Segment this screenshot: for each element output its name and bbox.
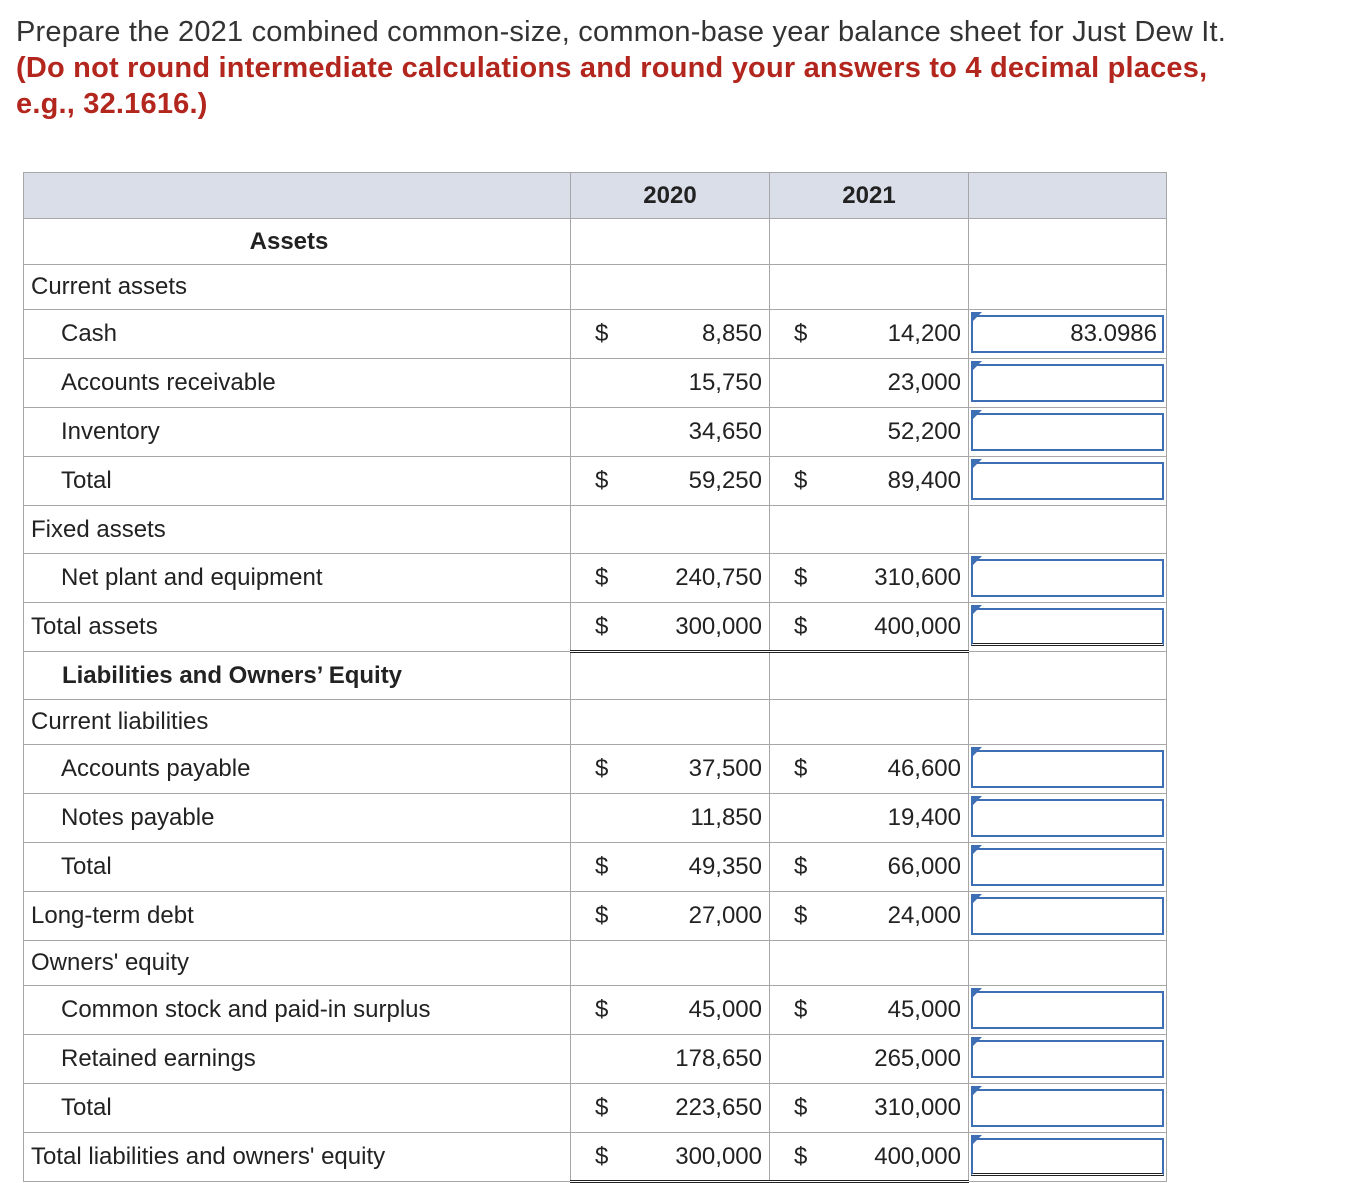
value-2020: 27,000 xyxy=(688,902,762,929)
section-current-assets: Current assets xyxy=(24,265,571,310)
dropdown-flag-icon xyxy=(971,361,982,372)
row-label: Common stock and paid-in surplus xyxy=(24,986,571,1035)
dollar-sign: $ xyxy=(794,320,808,347)
value-2021: 23,000 xyxy=(887,369,961,396)
question-prompt xyxy=(16,14,1266,122)
table-row xyxy=(24,892,1167,941)
section-row xyxy=(24,652,1167,700)
answer-input-common-stock[interactable] xyxy=(971,991,1164,1029)
value-2021: 19,400 xyxy=(887,804,961,831)
table-row xyxy=(24,745,1167,794)
dropdown-flag-icon xyxy=(971,845,982,856)
section-row xyxy=(24,941,1167,986)
dropdown-flag-icon xyxy=(971,1086,982,1097)
row-label: Notes payable xyxy=(24,794,571,843)
value-2020: 8,850 xyxy=(701,320,762,347)
dropdown-flag-icon xyxy=(971,459,982,470)
table-row xyxy=(24,794,1167,843)
table-row xyxy=(24,408,1167,457)
dropdown-flag-icon xyxy=(971,410,982,421)
value-2020: 240,750 xyxy=(675,564,762,591)
answer-input-inventory[interactable] xyxy=(971,413,1164,451)
dollar-sign: $ xyxy=(595,467,609,494)
prompt-instruction: (Do not round intermediate calculations and round your answers to 4 decimal places, e.g., 32.1616.) xyxy=(16,52,1208,120)
section-fixed-assets: Fixed assets xyxy=(24,506,571,554)
answer-input-net-plant[interactable] xyxy=(971,559,1164,597)
value-2020: 223,650 xyxy=(675,1094,762,1121)
value-2020: 11,850 xyxy=(690,804,762,831)
dollar-sign: $ xyxy=(794,612,808,640)
table-row xyxy=(24,554,1167,603)
dollar-sign: $ xyxy=(595,1094,609,1121)
row-label: Total assets xyxy=(24,603,571,652)
table-row xyxy=(24,1035,1167,1084)
value-2020: 300,000 xyxy=(675,612,762,640)
table-row xyxy=(24,359,1167,408)
dollar-sign: $ xyxy=(794,755,808,782)
value-2020: 45,000 xyxy=(688,996,762,1023)
answer-input-accounts-payable[interactable] xyxy=(971,750,1164,788)
row-label: Total xyxy=(24,843,571,892)
dollar-sign: $ xyxy=(595,1142,609,1170)
answer-input-retained-earnings[interactable] xyxy=(971,1040,1164,1078)
dollar-sign: $ xyxy=(794,1094,808,1121)
header-2020: 2020 xyxy=(571,173,770,219)
table-row xyxy=(24,843,1167,892)
value-2021: 400,000 xyxy=(874,612,961,640)
table-row xyxy=(24,310,1167,359)
answer-input-long-term-debt[interactable] xyxy=(971,897,1164,935)
dollar-sign: $ xyxy=(794,467,808,494)
header-2021: 2021 xyxy=(770,173,969,219)
table-row xyxy=(24,603,1167,652)
value-2020: 300,000 xyxy=(675,1142,762,1170)
row-label: Long-term debt xyxy=(24,892,571,941)
row-label: Inventory xyxy=(24,408,571,457)
section-assets: Assets xyxy=(24,219,571,265)
value-2021: 310,000 xyxy=(874,1094,961,1121)
table-row xyxy=(24,1084,1167,1133)
section-current-liabilities: Current liabilities xyxy=(24,700,571,745)
answer-input-notes-payable[interactable] xyxy=(971,799,1164,837)
dropdown-flag-icon xyxy=(971,796,982,807)
table-row xyxy=(24,457,1167,506)
section-row xyxy=(24,219,1167,265)
section-row xyxy=(24,506,1167,554)
balance-sheet-table xyxy=(23,172,1167,1183)
row-label: Cash xyxy=(24,310,571,359)
row-label: Total liabilities and owners' equity xyxy=(24,1133,571,1182)
value-2020: 49,350 xyxy=(688,853,762,880)
value-2021: 89,400 xyxy=(887,467,961,494)
row-label: Accounts payable xyxy=(24,745,571,794)
value-2020: 37,500 xyxy=(688,755,762,782)
dropdown-flag-icon xyxy=(971,894,982,905)
answer-input-cash[interactable]: 83.0986 xyxy=(971,315,1164,353)
section-row xyxy=(24,700,1167,745)
dollar-sign: $ xyxy=(794,853,808,880)
value-2021: 46,600 xyxy=(887,755,961,782)
value-2021: 52,200 xyxy=(887,418,961,445)
dollar-sign: $ xyxy=(595,755,609,782)
dollar-sign: $ xyxy=(794,1142,808,1170)
section-liabilities-equity: Liabilities and Owners’ Equity xyxy=(24,652,571,700)
dollar-sign: $ xyxy=(595,996,609,1023)
table-row xyxy=(24,986,1167,1035)
value-2020: 34,650 xyxy=(688,418,762,445)
answer-input-accounts-receivable[interactable] xyxy=(971,364,1164,402)
dropdown-flag-icon xyxy=(971,988,982,999)
section-row xyxy=(24,265,1167,310)
dollar-sign: $ xyxy=(595,564,609,591)
row-label: Total xyxy=(24,1084,571,1133)
dropdown-flag-icon xyxy=(971,1037,982,1048)
dollar-sign: $ xyxy=(595,612,609,640)
dropdown-flag-icon xyxy=(971,1135,982,1146)
table-row xyxy=(24,1133,1167,1182)
answer-input-owners-equity-total[interactable] xyxy=(971,1089,1164,1127)
value-2021: 45,000 xyxy=(887,996,961,1023)
dropdown-flag-icon xyxy=(971,605,982,616)
dollar-sign: $ xyxy=(794,564,808,591)
dollar-sign: $ xyxy=(794,902,808,929)
answer-input-current-liabilities-total[interactable] xyxy=(971,848,1164,886)
header-answer-column xyxy=(969,173,1167,219)
answer-input-total-assets[interactable] xyxy=(971,608,1164,646)
row-label: Retained earnings xyxy=(24,1035,571,1084)
dollar-sign: $ xyxy=(794,996,808,1023)
dollar-sign: $ xyxy=(595,902,609,929)
header-row xyxy=(24,173,1167,219)
dollar-sign: $ xyxy=(595,320,609,347)
dropdown-flag-icon xyxy=(971,312,982,323)
value-2021: 24,000 xyxy=(887,902,961,929)
row-label: Net plant and equipment xyxy=(24,554,571,603)
value-2020: 15,750 xyxy=(688,369,762,396)
header-blank xyxy=(24,173,571,219)
section-owners-equity: Owners' equity xyxy=(24,941,571,986)
dollar-sign: $ xyxy=(595,853,609,880)
row-label: Total xyxy=(24,457,571,506)
value-2021: 66,000 xyxy=(887,853,961,880)
value-2021: 310,600 xyxy=(874,564,961,591)
value-2020: 178,650 xyxy=(675,1045,762,1072)
value-2021: 265,000 xyxy=(874,1045,961,1072)
dropdown-flag-icon xyxy=(971,556,982,567)
prompt-text: Prepare the 2021 combined common-size, common-base year balance sheet for Just Dew It. xyxy=(16,16,1227,48)
row-label: Accounts receivable xyxy=(24,359,571,408)
value-2021: 14,200 xyxy=(887,320,961,347)
value-2020: 59,250 xyxy=(688,467,762,494)
answer-input-total-liabilities-equity[interactable] xyxy=(971,1138,1164,1176)
value-2021: 400,000 xyxy=(874,1142,961,1170)
dropdown-flag-icon xyxy=(971,747,982,758)
answer-input-current-assets-total[interactable] xyxy=(971,462,1164,500)
